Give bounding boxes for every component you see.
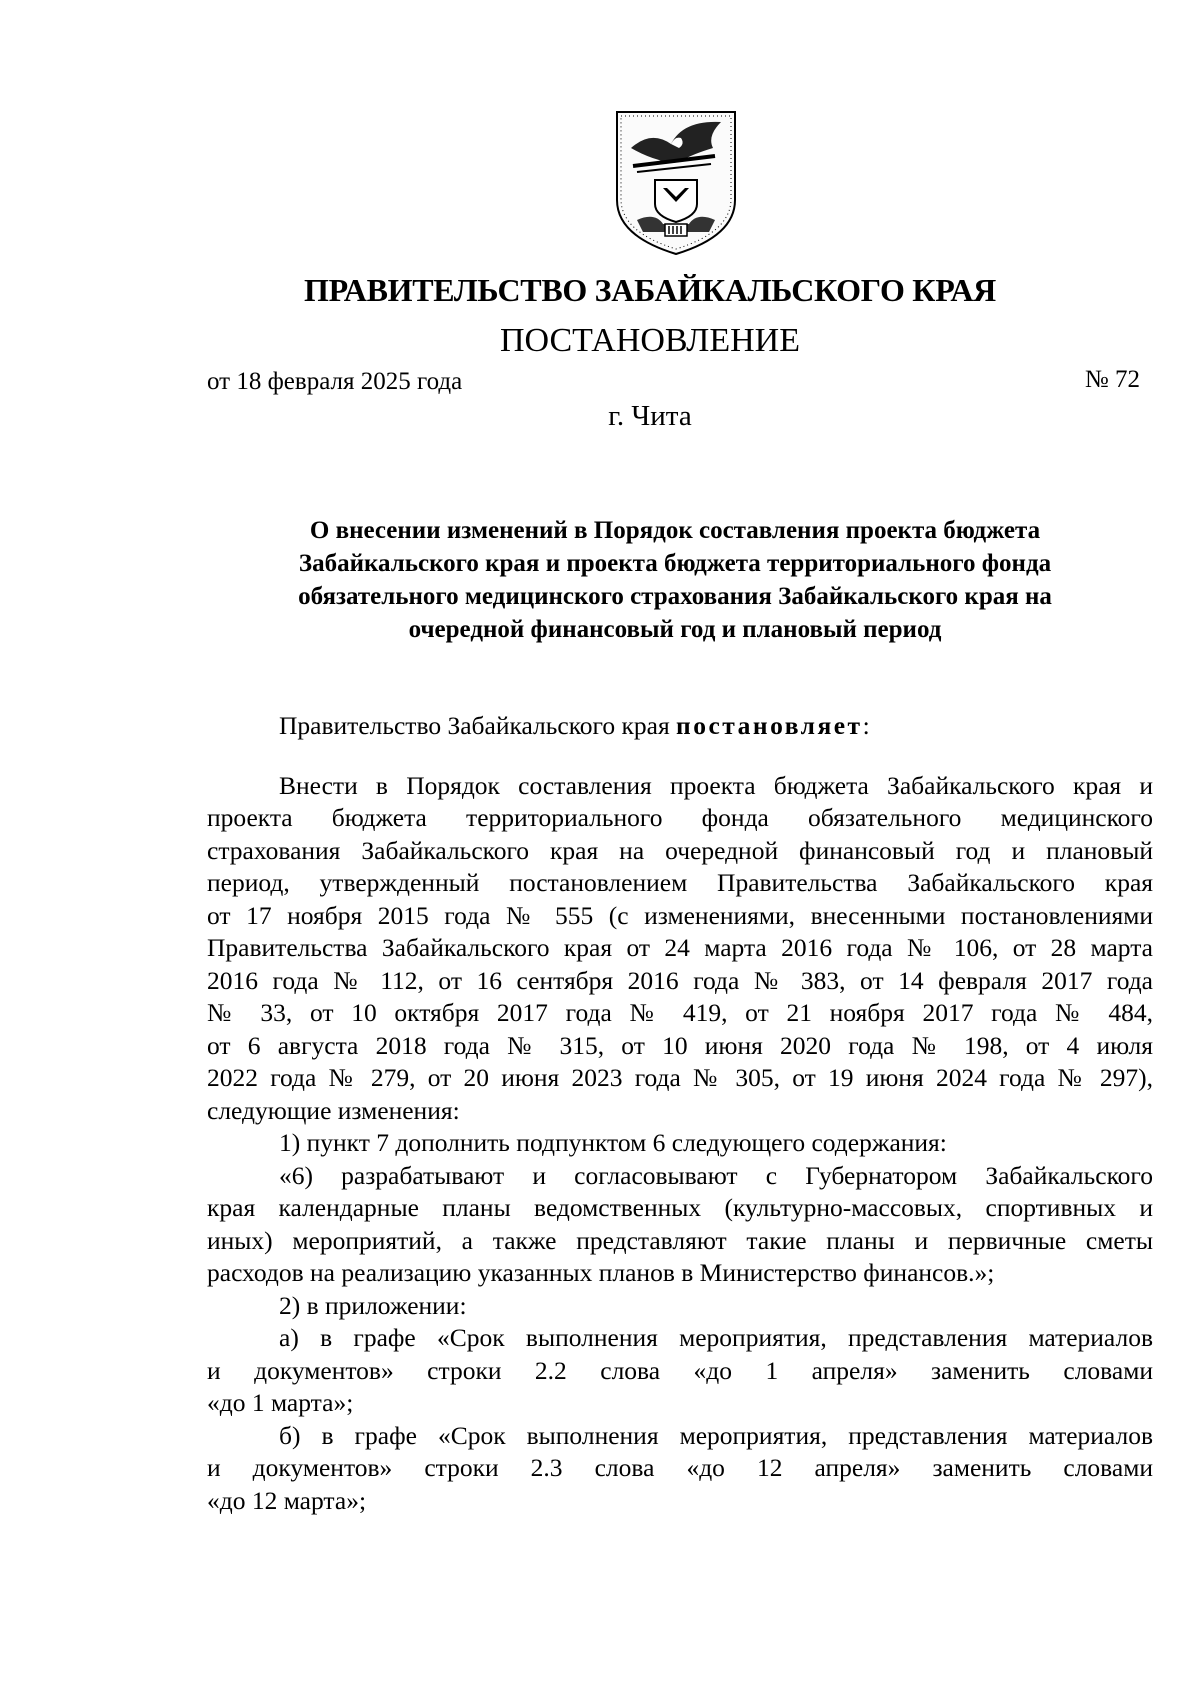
preamble-text: Правительство Забайкальского края [279, 711, 677, 740]
body-line: а) в графе «Срок выполнения мероприятия, представления материалов [279, 1323, 1153, 1352]
subject-line: очередной финансовый год и плановый период [408, 616, 942, 643]
preamble-end: : [862, 711, 870, 740]
body-line: период, утвержденный постановлением Правительства Забайкальского края [207, 868, 1153, 897]
subject-line: Забайкальского края и проекта бюджета территориального фонда [298, 550, 1052, 577]
government-title: ПРАВИТЕЛЬСТВО ЗАБАЙКАЛЬСКОГО КРАЯ [304, 272, 996, 308]
preamble-emphasis: постановляет [676, 711, 863, 740]
body-line: расходов на реализацию указанных планов в Министерство финансов.»; [207, 1258, 995, 1287]
document-city: г. Чита [608, 400, 692, 432]
body-line: края календарные планы ведомственных (культурно-массовых, спортивных и [207, 1193, 1153, 1222]
preamble [207, 710, 1153, 743]
document-number: № 72 [1084, 366, 1140, 393]
coat-of-arms-icon [611, 108, 741, 258]
body-line: страхования Забайкальского края на очередной финансовый год и плановый [207, 835, 1153, 865]
body-line: Внести в Порядок составления проекта бюджета Забайкальского края и [279, 770, 1153, 800]
document-body [207, 710, 1153, 1517]
body-line: 2016 года № 112, от 16 сентября 2016 года № 383, от 14 февраля 2017 года [207, 965, 1153, 995]
body-line: 2022 года № 279, от 20 июня 2023 года № 305, от 19 июня 2024 года № 297), [207, 1063, 1153, 1092]
body-line: проекта бюджета территориального фонда обязательного медицинского [207, 803, 1153, 832]
body-line: «до 1 марта»; [207, 1388, 354, 1417]
body-line: № 33, от 10 октября 2017 года № 419, от 21 ноября 2017 года № 484, [207, 998, 1153, 1027]
spacer [207, 743, 1153, 770]
body-line: и документов» строки 2.3 слова «до 12 апреля» заменить словами [207, 1453, 1153, 1482]
body-line: иных) мероприятий, а также представляют такие планы и первичные сметы [207, 1225, 1153, 1255]
body-line: «до 12 марта»; [207, 1485, 367, 1515]
document-type: ПОСТАНОВЛЕНИЕ [499, 322, 801, 359]
body-line: Правительства Забайкальского края от 24 марта 2016 года № 106, от 28 марта [207, 933, 1153, 962]
body-line: 2) в приложении: [279, 1290, 467, 1320]
body-line: следующие изменения: [207, 1095, 460, 1125]
body-line: «6) разрабатывают и согласовывают с Губернатором Забайкальского [279, 1160, 1153, 1190]
body-line: б) в графе «Срок выполнения мероприятия, представления материалов [279, 1420, 1153, 1450]
subject-line: О внесении изменений в Порядок составления проекта бюджета [309, 517, 1041, 544]
body-line: 1) пункт 7 дополнить подпунктом 6 следующего содержания: [279, 1128, 947, 1157]
document-subject [200, 514, 1150, 646]
body-line: от 6 августа 2018 года № 315, от 10 июня 2020 года № 198, от 4 июля [207, 1030, 1153, 1060]
subject-line: обязательного медицинского страхования Забайкальского края на [298, 583, 1052, 610]
body-line: от 17 ноября 2015 года № 555 (с изменениями, внесенными постановлениями [207, 900, 1153, 930]
body-line: и документов» строки 2.2 слова «до 1 апреля» заменить словами [207, 1355, 1153, 1385]
document-date: от 18 февраля 2025 года [207, 368, 463, 395]
